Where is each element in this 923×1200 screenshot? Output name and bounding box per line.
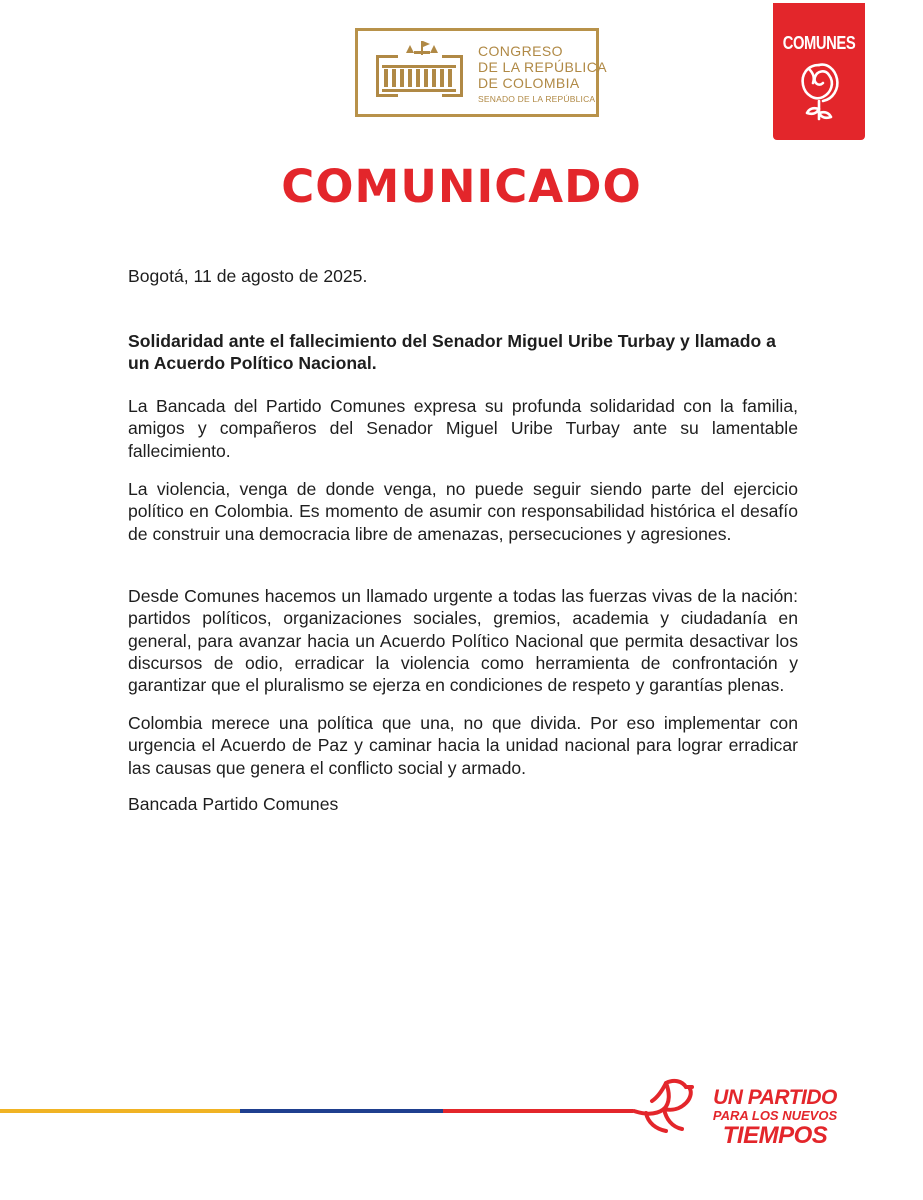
congreso-logo bbox=[355, 28, 607, 117]
congreso-subtitle: SENADO DE LA REPÚBLICA bbox=[478, 94, 596, 104]
rose-icon bbox=[795, 57, 843, 127]
paragraph-1: La Bancada del Partido Comunes expresa su profunda solidaridad con la familia, amigos y compañeros del Senador Miguel Uribe Turbay ante su lamentable fallecimiento. bbox=[128, 396, 798, 461]
slogan-line-3: TIEMPOS bbox=[722, 1122, 828, 1149]
slogan-line-2: PARA LOS NUEVOS bbox=[712, 1108, 838, 1123]
signature: Bancada Partido Comunes bbox=[128, 794, 339, 814]
comunes-logo-badge bbox=[773, 3, 865, 140]
footer-red-stripe bbox=[443, 1109, 633, 1113]
footer-yellow-stripe bbox=[0, 1109, 240, 1113]
document-title: COMUNICADO bbox=[281, 160, 642, 213]
congreso-line-2: DE LA REPÚBLICA bbox=[478, 59, 607, 75]
document-subject: Solidaridad ante el fallecimiento del Senador Miguel Uribe Turbay y llamado a un Acuerdo Político Nacional. bbox=[128, 331, 776, 374]
footer-slogan bbox=[700, 1087, 850, 1148]
paragraph-2: La violencia, venga de donde venga, no puede seguir siendo parte del ejercicio político en Colombia. Es momento de asumir con responsabilidad histórica el desafío de construir una democracia libre de amenazas, persecuciones y agresiones. bbox=[128, 479, 798, 544]
capitol-building-icon bbox=[370, 39, 470, 109]
paragraph-3: Desde Comunes hacemos un llamado urgente a todas las fuerzas vivas de la nación: partidos políticos, organizaciones sociales, gremios, academia y ciudadanía en general, para avanzar hacia un Acuerdo Político Nacional que permita desactivar los discursos de odio, erradicar la violencia como herramienta de confrontación y garantizar que el pluralismo se ejerza en condiciones de respeto y garantías plenas. bbox=[128, 586, 798, 696]
slogan-line-1: UN PARTIDO bbox=[713, 1086, 837, 1109]
comunes-badge-label: COMUNES bbox=[782, 33, 856, 53]
dove-icon bbox=[626, 1071, 698, 1143]
congreso-line-3: DE COLOMBIA bbox=[478, 75, 580, 91]
paragraph-4: Colombia merece una política que una, no que divida. Por eso implementar con urgencia el Acuerdo de Paz y caminar hacia la unidad nacional para lograr erradicar las causas que genera el conflicto social y armado. bbox=[128, 713, 798, 778]
congreso-line-1: CONGRESO bbox=[478, 43, 563, 59]
document-date: Bogotá, 11 de agosto de 2025. bbox=[128, 266, 368, 286]
footer-blue-stripe bbox=[240, 1109, 443, 1113]
